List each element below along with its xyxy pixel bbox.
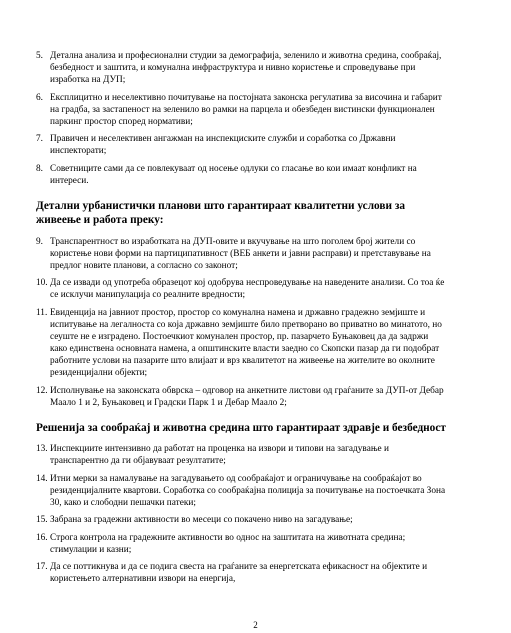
list-item-text: Итни мерки за намалување на загадувањето од сообраќајот и ограничување на сообраќајот во резиденцијалните квартови. Соработка со сообраќајна полиција за почитување на постоечката Зона 30, како и слободни пешачки патеки; bbox=[50, 473, 446, 508]
list-item bbox=[36, 385, 446, 409]
list-item-text: Исполнување на законската обврска – одговор на анкетните листови од граѓаните за ДУП-от Дебар Маало 1 и 2, Буњаковец и Градски Парк 1 и Дебар Маало 2; bbox=[50, 385, 444, 408]
list-section-3 bbox=[36, 443, 446, 585]
list-item-number: 5. bbox=[36, 51, 43, 61]
list-item-text: Експлицитно и неселективно почитување на постојната законска регулатива за височина и габарит на градба, за застапеност на зеленило во рамки на парцела и обезбеден вистински функционален паркинг простор според нормативи; bbox=[50, 92, 442, 127]
list-item-number: 9. bbox=[36, 236, 43, 247]
list-item bbox=[36, 443, 446, 467]
list-item-text: Евиденција на јавниот простор, простор со комунална намена и државно градежно земјиште и испитување на легалноста со која државно земјиште било претворано во приватно во минатото, но сеуште не е изградено. Постоечкиот комунален простор, пр. пазарчето Буњаковец да да задржи како единствена основната намена, а општинските власти заедно со Скопски пазар да ги подобрат работните услови на пазарите што влијаат и врз квалитетот на живеење на жителите во околните резиденцијални објекти; bbox=[50, 307, 442, 379]
list-item bbox=[36, 532, 446, 556]
list-item-text: Детална анализа и професионални студии за демографија, зеленило и животна средина, сообраќај, безбедност и заштита, и комунална инфраструктура и нивно користење и спроведување при изработка на ДУП; bbox=[50, 51, 442, 86]
list-section-2 bbox=[36, 236, 446, 409]
page-number: 2 bbox=[253, 620, 258, 630]
list-item-number: 17. bbox=[36, 562, 48, 573]
list-section-1 bbox=[36, 50, 446, 187]
list-item-number: 8. bbox=[36, 163, 43, 174]
section-heading-traffic-environment: Решенија за сообраќај и животна средина што гарантираат здравје и безбедност bbox=[36, 421, 446, 434]
list-item-number: 6. bbox=[36, 92, 43, 103]
list-item bbox=[36, 307, 446, 380]
list-item bbox=[36, 561, 446, 585]
list-item-text: Транспарентност во изработката на ДУП-овите и вкучување на што поголем број жители со користење нови форми на партиципативност (ВЕБ анкети и јавни расправи) и претставување на предлог новите планови, а согласно со законот; bbox=[50, 236, 431, 271]
list-item bbox=[36, 514, 446, 526]
list-item-text: Правичен и неселективен ангажман на инспекциските служби и соработка со Државни инспекторати; bbox=[50, 134, 396, 157]
list-item bbox=[36, 163, 446, 187]
list-item-text: Советниците сами да се повлекуваат од носење одлуки со гласање во кои имаат конфликт на интереси. bbox=[50, 163, 417, 186]
list-item-number: 12. bbox=[36, 385, 48, 396]
page-content bbox=[36, 50, 446, 591]
list-item-number: 15. bbox=[36, 515, 48, 526]
list-item bbox=[36, 277, 446, 301]
list-item-text: Забрана за градежни активности во месеци со покачено ниво на загадување; bbox=[50, 515, 353, 526]
list-item bbox=[36, 133, 446, 157]
list-item bbox=[36, 50, 446, 86]
list-item-number: 14. bbox=[36, 473, 48, 484]
section-heading-urban-plans: Детални урбанистички планови што гарантираат квалитетни услови за живеење и работа преку: bbox=[36, 199, 406, 227]
list-item bbox=[36, 92, 446, 128]
list-item-text: Инспекциите интензивно да работат на проценка на извори и типови на загадување и транспарентно да ги објавуваат резултатите; bbox=[50, 444, 389, 467]
list-item-number: 13. bbox=[36, 444, 48, 455]
list-item-text: Да се извади од употреба образецот кој одобрува неспроведување на наведените анализи. Со тоа ќе се исклучи манипулација со реалните вредности; bbox=[50, 278, 445, 301]
list-item bbox=[36, 236, 446, 272]
list-item bbox=[36, 473, 446, 509]
list-item-number: 11. bbox=[36, 307, 48, 318]
list-item-number: 10. bbox=[36, 278, 48, 289]
list-item-number: 16. bbox=[36, 532, 48, 543]
list-item-number: 7. bbox=[36, 134, 43, 145]
list-item-text: Да се поттикнува и да се подига свеста на граѓаните за енергетската ефикасност на објектите и користењето алтернативни извори на енергија, bbox=[50, 562, 428, 585]
list-item-text: Строга контрола на градежните активности во однос на заштитата на животната средина; стимулации и казни; bbox=[50, 532, 406, 555]
